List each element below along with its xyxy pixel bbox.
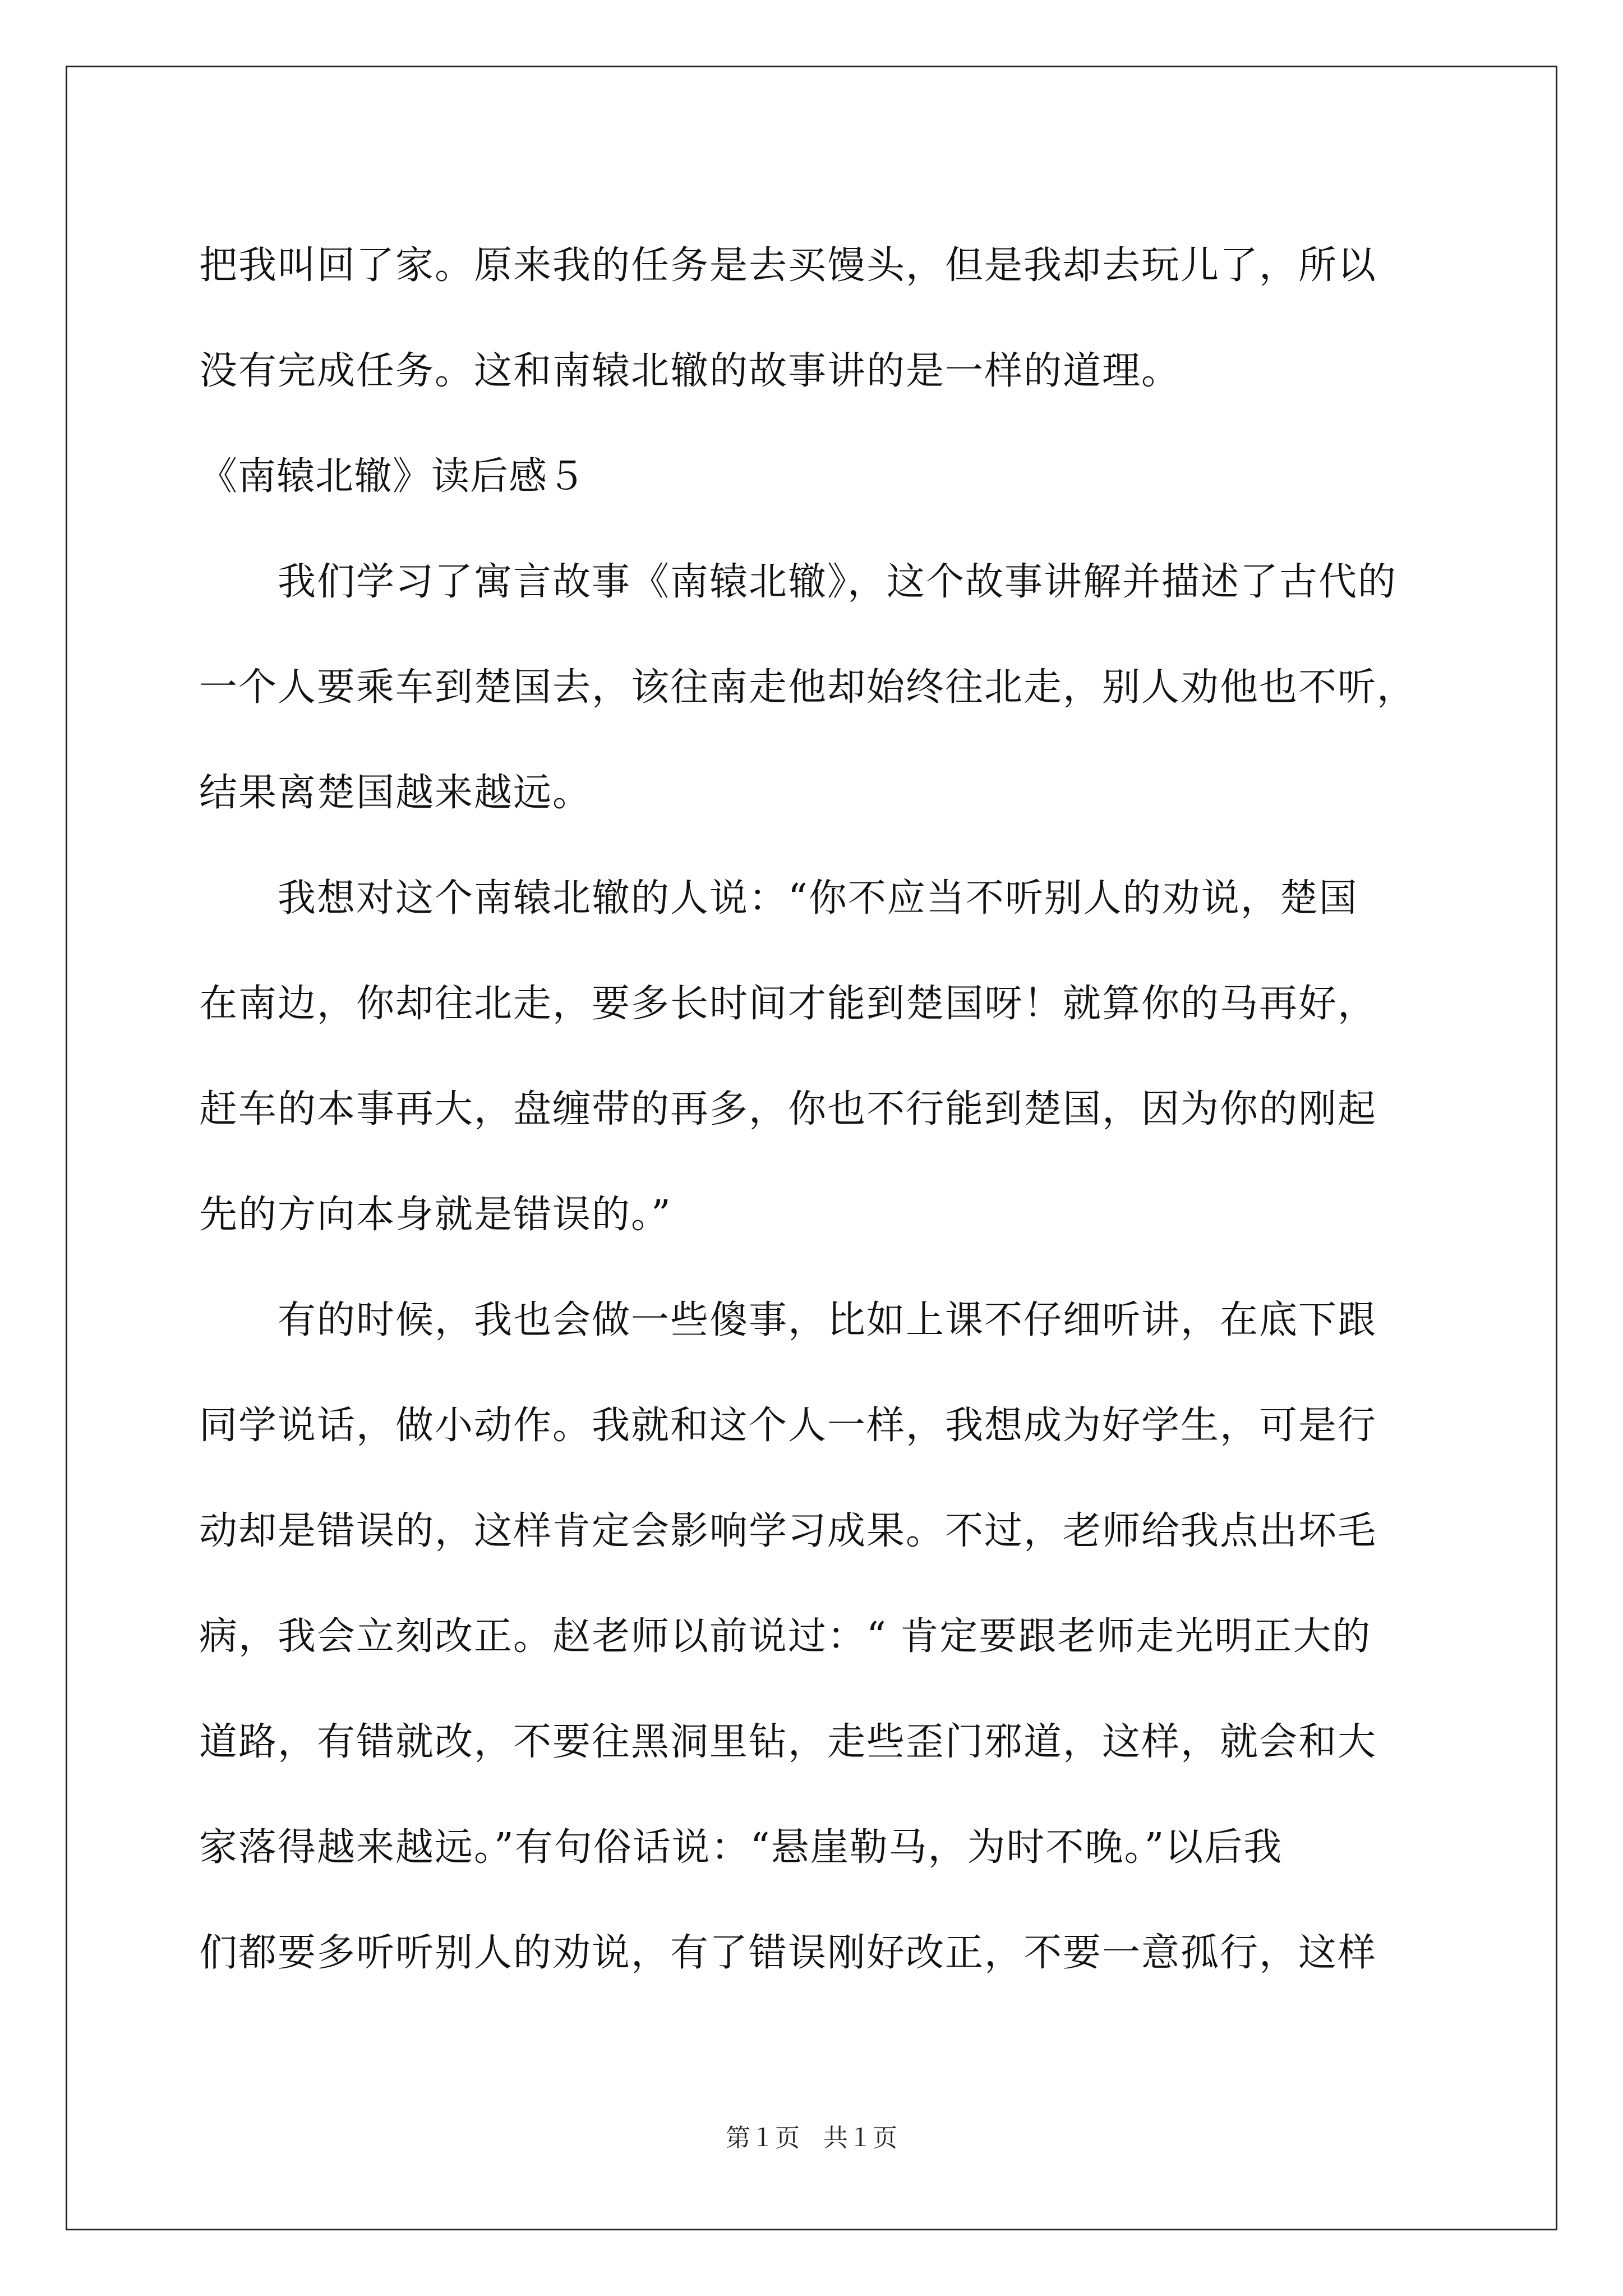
- text-line: 在南边，你却往北走，要多长时间才能到楚国呀！就算你的马再好，: [199, 982, 1377, 1026]
- section-title: 《南辕北辙》读后感５: [199, 454, 587, 499]
- page-footer: [0, 2118, 1623, 2154]
- text-line: 赶车的本事再大，盘缠带的再多，你也不行能到楚国，因为你的刚起: [199, 1087, 1377, 1131]
- text-line: 先的方向本身就是错误的。”: [199, 1193, 672, 1237]
- text-line: 同学说话，做小动作。我就和这个人一样，我想成为好学生，可是行: [199, 1404, 1377, 1448]
- page-number: 第１页: [726, 2124, 800, 2152]
- text-line: 把我叫回了家。原来我的任务是去买馒头，但是我却去玩儿了，所以: [199, 243, 1377, 288]
- text-line: 我想对这个南辕北辙的人说：“你不应当不听别人的劝说，楚国: [278, 876, 1358, 921]
- text-line: 道路，有错就改，不要往黑洞里钻，走些歪门邪道，这样，就会和大: [199, 1720, 1377, 1764]
- document-body: [199, 213, 1438, 2006]
- text-line: 病，我会立刻改正。赵老师以前说过：“ 肯定要跟老师走光明正大的: [199, 1614, 1372, 1659]
- text-line: 一个人要乘车到楚国去，该往南走他却始终往北走，别人劝他也不听，: [199, 665, 1417, 710]
- text-line: 没有完成任务。这和南辕北辙的故事讲的是一样的道理。: [199, 349, 1181, 393]
- total-pages: 共１页: [823, 2124, 897, 2152]
- text-line: 有的时候，我也会做一些傻事，比如上课不仔细听讲，在底下跟: [278, 1298, 1377, 1342]
- text-line: 结果离楚国越来越远。: [199, 771, 592, 815]
- text-line: 动却是错误的，这样肯定会影响学习成果。不过，老师给我点出坏毛: [199, 1509, 1377, 1553]
- text-line: 们都要多听听别人的劝说，有了错误刚好改正，不要一意孤行，这样: [199, 1931, 1377, 1975]
- text-line: 家落得越来越远。”有句俗话说：“悬崖勒马，为时不晚。”以后我: [199, 1825, 1283, 1870]
- text-line: 我们学习了寓言故事《南辕北辙》，这个故事讲解并描述了古代的: [278, 560, 1398, 604]
